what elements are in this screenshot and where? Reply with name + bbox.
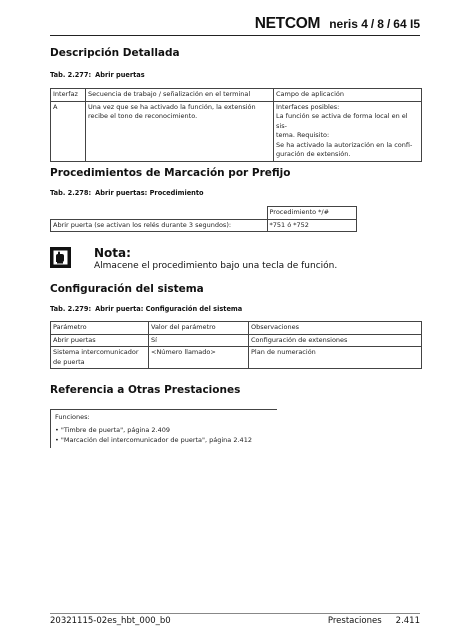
brand-name: NETCOM (254, 15, 321, 32)
param-line: Sistema intercomunicador (53, 348, 139, 357)
table-procedimiento (50, 206, 357, 232)
section-heading-config: Configuración del sistema (50, 283, 204, 295)
field-line: Interfaces posibles: (276, 103, 340, 111)
table-cell: Abrir puerta (se activan los relés durante 3 segundos): (51, 220, 268, 232)
page-header (255, 13, 420, 33)
param-line: de puerta (53, 357, 85, 366)
table-header-cell: Parámetro (51, 322, 149, 335)
table-header-cell: Interfaz (51, 89, 86, 102)
reference-box (50, 409, 277, 448)
note-box (50, 247, 410, 273)
model-num-1: 4 (361, 17, 368, 31)
reference-list (55, 425, 252, 445)
note-hand-icon (50, 247, 71, 268)
table-row (51, 335, 422, 347)
note-text: Almacene el procedimiento bajo una tecla de función. (94, 261, 338, 271)
table-row (51, 102, 422, 162)
footer-right (328, 616, 420, 626)
table-abrir-puertas (50, 88, 422, 162)
caption-number: Tab. 2.279: (50, 305, 92, 313)
caption-number: Tab. 2.277: (50, 71, 92, 79)
model-name: neris 4 / 8 / 64 I5 (329, 17, 420, 31)
note-title: Nota: (94, 246, 131, 260)
reference-label: Funciones: (55, 413, 90, 421)
caption-number: Tab. 2.278: (50, 189, 92, 197)
reference-link[interactable]: • "Marcación del intercomunicador de puerta", página 2.412 (55, 435, 252, 445)
table-row (51, 347, 422, 369)
section-heading-marcacion: Procedimientos de Marcación por Prefijo (50, 167, 291, 179)
table-caption-277 (50, 71, 145, 79)
field-line: guración de extensión. (276, 150, 351, 159)
table-header-cell: Procedimiento */# (267, 207, 357, 220)
table-caption-279 (50, 305, 242, 313)
table-header-cell: Secuencia de trabajo / señalización en el terminal (86, 89, 274, 102)
field-line: Se ha activado la autorización en la confi- (276, 140, 413, 149)
caption-title: Abrir puerta: Configuración del sistema (95, 305, 243, 313)
table-header-cell: Campo de aplicación (274, 89, 422, 102)
table-cell: Abrir puertas (51, 335, 149, 347)
table-configuracion (50, 321, 422, 369)
table-header-cell: Observaciones (249, 322, 422, 335)
page-number: 2.411 (395, 616, 420, 626)
table-row (51, 220, 357, 232)
table-cell: Configuración de extensiones (249, 335, 422, 347)
field-line: tema. Requisito: (276, 131, 330, 140)
table-cell: *751 ó *752 (267, 220, 357, 232)
footer-doc-id: 20321115-02es_hbt_000_b0 (50, 616, 171, 626)
footer-rule (50, 613, 420, 614)
caption-title: Abrir puertas (95, 71, 145, 79)
model-label: neris (329, 17, 358, 31)
field-line: La función se activa de forma local en el sis- (276, 112, 408, 130)
table-cell: <Número llamado> (149, 347, 249, 369)
section-heading-detalle: Descripción Detallada (50, 47, 180, 59)
table-cell: Plan de numeración (249, 347, 422, 369)
caption-title: Abrir puertas: Procedimiento (95, 189, 204, 197)
table-caption-278 (50, 189, 204, 197)
table-cell: Sí (149, 335, 249, 347)
section-heading-referencia: Referencia a Otras Prestaciones (50, 384, 241, 396)
table-cell: A (51, 102, 86, 162)
table-header-cell: Valor del parámetro (149, 322, 249, 335)
reference-link[interactable]: • "Timbre de puerta", página 2.409 (55, 425, 252, 435)
table-cell (51, 347, 149, 369)
model-num-2: 8 (377, 17, 384, 31)
header-rule (50, 35, 420, 36)
footer-section: Prestaciones (327, 616, 382, 626)
model-num-3: 64 I5 (393, 17, 420, 31)
table-cell-field (274, 102, 422, 162)
table-header-empty (51, 207, 268, 220)
table-cell: Una vez que se ha activado la función, la extensión recibe el tono de reconocimiento. (86, 102, 274, 162)
